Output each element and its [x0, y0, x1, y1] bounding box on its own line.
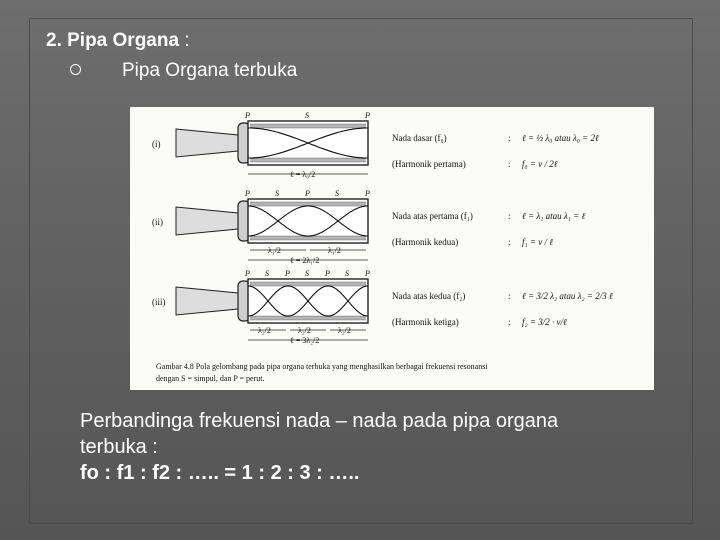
- organ-pipe-diagram: [130, 107, 654, 390]
- half-wavelength-label: λ₂/2: [298, 326, 311, 335]
- pipe-mouthpiece: [176, 207, 238, 235]
- harmonic-description: (Harmonik pertama): [392, 159, 466, 169]
- frequency-equation: f₁ = v / ℓ: [522, 237, 553, 247]
- colon: :: [508, 133, 511, 143]
- colon: :: [508, 237, 511, 247]
- half-wavelength-label: λ₂/2: [258, 326, 271, 335]
- node-label: P: [365, 189, 370, 198]
- paragraph-line-2: terbuka :: [80, 436, 158, 458]
- node-label: S: [275, 189, 279, 198]
- node-label: P: [245, 111, 250, 120]
- mode-description: Nada atas kedua (f₂): [392, 291, 466, 301]
- half-wavelength-label: λ₁/2: [268, 246, 281, 255]
- paragraph-line-1: Perbandinga frekuensi nada – nada pada pipa organa: [80, 410, 559, 432]
- figure-caption-line-2: dengan S = simpul, dan P = perut.: [156, 374, 265, 383]
- half-wavelength-label: λ₂/2: [338, 326, 351, 335]
- length-label: ℓ = λ₀/2: [290, 170, 316, 179]
- wavelength-equation: ℓ = 3/2 λ₂ atau λ₂ = 2/3 ℓ: [522, 291, 613, 301]
- colon: :: [508, 159, 511, 169]
- pipe-mouthpiece: [176, 287, 238, 315]
- heading-colon: :: [179, 30, 190, 51]
- frequency-equation: f₂ = 3/2 · v/ℓ: [522, 317, 567, 327]
- figure-image: [130, 107, 654, 390]
- wavelength-equation: ℓ = λ₁ atau λ₁ = ℓ: [522, 211, 586, 221]
- node-label: S: [345, 269, 349, 278]
- row-roman-label: (i): [152, 139, 161, 149]
- length-label: ℓ = 3λ₂/2: [290, 336, 320, 345]
- node-label: P: [305, 189, 310, 198]
- circle-bullet-icon: [70, 64, 81, 75]
- pipe-mouthpiece: [176, 129, 238, 157]
- colon: :: [508, 211, 511, 221]
- subheading: Pipa Organa terbuka: [122, 60, 298, 81]
- node-label: P: [245, 269, 250, 278]
- colon: :: [508, 291, 511, 301]
- node-label: S: [335, 189, 339, 198]
- harmonic-description: (Harmonik kedua): [392, 237, 459, 247]
- colon: :: [508, 317, 511, 327]
- figure-caption-line-1: Gambar 4.8 Pola gelombang pada pipa organa terbuka yang menghasilkan berbagai frekuensi resonansi: [156, 362, 488, 371]
- ratio-line: fo : f1 : f2 : ….. = 1 : 2 : 3 : …..: [80, 462, 360, 484]
- row-roman-label: (ii): [152, 217, 163, 227]
- length-label: ℓ = 2λ₁/2: [290, 256, 320, 265]
- node-label: P: [365, 269, 370, 278]
- mode-description: Nada atas pertama (f₁): [392, 211, 473, 221]
- node-label: P: [245, 189, 250, 198]
- wavelength-equation: ℓ = ½ λ₀ atau λ₀ = 2ℓ: [522, 133, 599, 143]
- frequency-paragraph: [80, 408, 680, 486]
- node-label: P: [285, 269, 290, 278]
- half-wavelength-label: λ₁/2: [328, 246, 341, 255]
- heading-number: 2. Pipa Organa: [46, 30, 180, 51]
- node-label: P: [365, 111, 370, 120]
- node-label: P: [325, 269, 330, 278]
- mode-description: Nada dasar (f₀): [392, 133, 447, 143]
- frequency-equation: f₀ = v / 2ℓ: [522, 159, 558, 169]
- node-label: S: [265, 269, 269, 278]
- node-label: S: [305, 111, 309, 120]
- node-label: S: [305, 269, 309, 278]
- slide-heading: [46, 30, 190, 52]
- row-roman-label: (iii): [152, 297, 166, 307]
- harmonic-description: (Harmonik ketiga): [392, 317, 459, 327]
